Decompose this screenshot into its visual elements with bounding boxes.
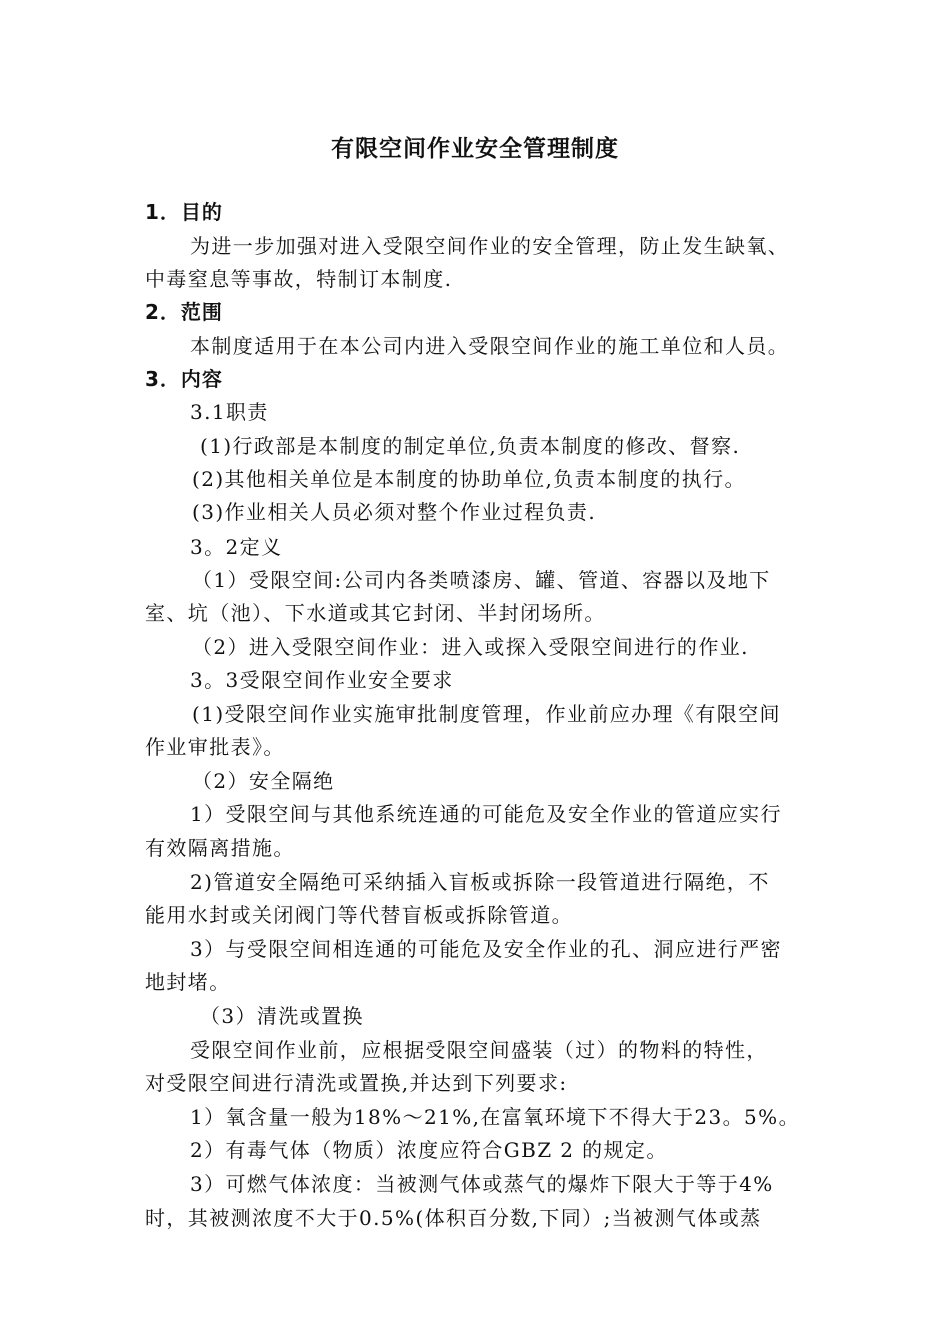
list-item: （1）受限空间:公司内各类喷漆房、罐、管道、容器以及地下 bbox=[192, 568, 771, 592]
list-item: （3）清洗或置换 bbox=[200, 1004, 364, 1028]
list-item: （2）安全隔绝 bbox=[192, 769, 335, 793]
list-item: 3）与受限空间相连通的可能危及安全作业的孔、洞应进行严密 bbox=[190, 937, 782, 961]
subsection-heading: 3。2定义 bbox=[190, 535, 283, 559]
list-item: 3）可燃气体浓度：当被测气体或蒸气的爆炸下限大于等于4% bbox=[190, 1172, 774, 1196]
list-item: 1）受限空间与其他系统连通的可能危及安全作业的管道应实行 bbox=[190, 802, 782, 826]
paragraph-line: 受限空间作业前，应根据受限空间盛装（过）的物料的特性， bbox=[190, 1038, 768, 1062]
list-item: 2)管道安全隔绝可采纳插入盲板或拆除一段管道进行隔绝，不 bbox=[190, 870, 770, 894]
list-item: (1)行政部是本制度的制定单位,负责本制度的修改、督察. bbox=[200, 434, 741, 458]
list-item: （2）进入受限空间作业：进入或探入受限空间进行的作业. bbox=[192, 635, 749, 659]
paragraph-line: 对受限空间进行清洗或置换,并达到下列要求: bbox=[145, 1071, 568, 1095]
section-heading-scope: 2．范围 bbox=[145, 300, 223, 324]
list-item: (1)受限空间作业实施审批制度管理，作业前应办理《有限空间 bbox=[192, 702, 781, 726]
list-item: (2)其他相关单位是本制度的协助单位,负责本制度的执行。 bbox=[192, 467, 746, 491]
list-item: (3)作业相关人员必须对整个作业过程负责. bbox=[192, 500, 597, 524]
paragraph-line: 作业审批表》。 bbox=[145, 735, 285, 759]
paragraph-line: 地封堵。 bbox=[145, 970, 231, 994]
paragraph-line: 本制度适用于在本公司内进入受限空间作业的施工单位和人员。 bbox=[190, 334, 790, 358]
section-heading-content: 3．内容 bbox=[145, 367, 223, 391]
section-heading-purpose: 1．目的 bbox=[145, 200, 223, 224]
paragraph-line: 中毒窒息等事故，特制订本制度. bbox=[145, 267, 453, 291]
paragraph-line: 室、坑（池）、下水道或其它封闭、半封闭场所。 bbox=[145, 601, 606, 625]
list-item: 1）氧含量一般为18%～21%,在富氧环境下不得大于23。5%。 bbox=[190, 1105, 800, 1129]
paragraph-line: 时，其被测浓度不大于0.5%(体积百分数,下同）;当被测气体或蒸 bbox=[145, 1206, 762, 1230]
subsection-heading: 3.1职责 bbox=[190, 400, 269, 424]
subsection-heading: 3。3受限空间作业安全要求 bbox=[190, 668, 454, 692]
list-item: 2）有毒气体（物质）浓度应符合GBZ 2 的规定。 bbox=[190, 1138, 668, 1162]
paragraph-line: 能用水封或关闭阀门等代替盲板或拆除管道。 bbox=[145, 903, 573, 927]
paragraph-line: 为进一步加强对进入受限空间作业的安全管理，防止发生缺氧、 bbox=[190, 234, 790, 258]
document-title: 有限空间作业安全管理制度 bbox=[331, 136, 619, 162]
paragraph-line: 有效隔离措施。 bbox=[145, 836, 295, 860]
